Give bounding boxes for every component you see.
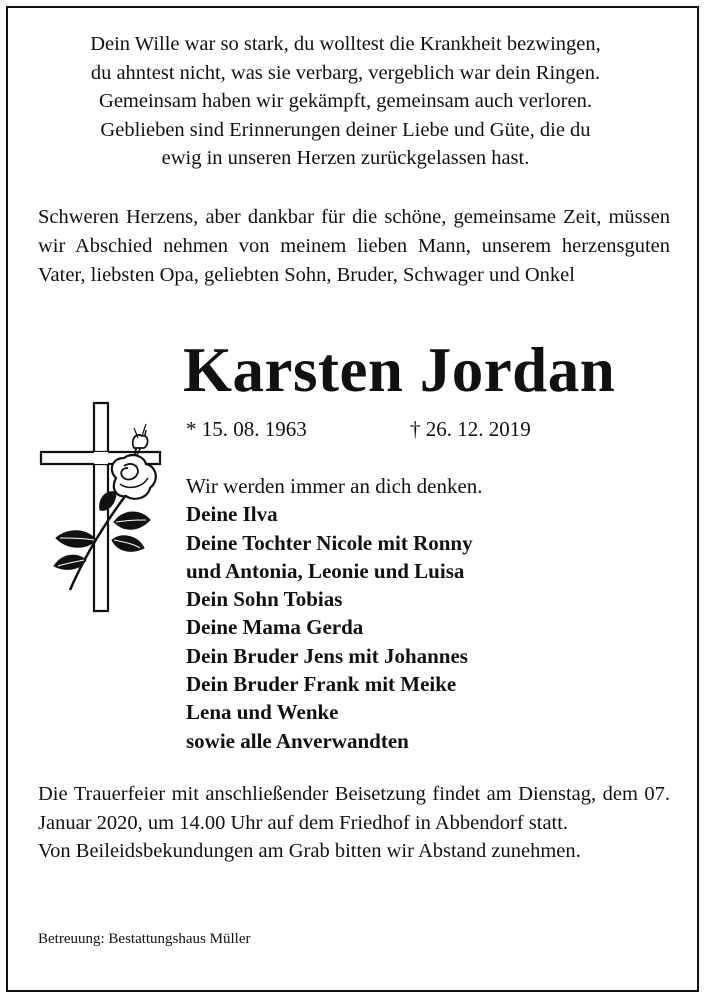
intro-text: Schweren Herzens, aber dankbar für die schöne, gemeinsame Zeit, müssen wir Abschied nehmen von meinem lieben Mann, unserem herzensguten Vater, liebsten Opa, geliebten Sohn, Bruder, Schwager und Onkel <box>38 206 670 286</box>
condolence-note: Von Beileidsbekundungen am Grab bitten wir Abstand zunehmen. <box>38 840 581 862</box>
funeral-service-text: Die Trauerfeier mit anschließender Beisetzung findet am Dienstag, dem 07. Januar 2020, um 14.00 Uhr auf dem Friedhof in Abbendorf statt. <box>38 783 670 834</box>
mourner-entry: Dein Bruder Jens mit Johannes <box>186 643 468 668</box>
poem-line: ewig in unseren Herzen zurückgelassen hast. <box>161 147 530 169</box>
family-list <box>186 472 666 755</box>
mourner-entry: und Antonia, Leonie und Luisa <box>186 558 465 583</box>
poem-line: Gemeinsam haben wir gekämpft, gemeinsam auch verloren. <box>99 90 592 112</box>
poem <box>30 30 661 173</box>
mourner-entry: Lena und Wenke <box>186 700 339 725</box>
poem-line: du ahntest nicht, was sie verbarg, vergeblich war dein Ringen. <box>90 61 601 84</box>
mourner-entry: Dein Sohn Tobias <box>186 587 343 612</box>
family-tagline: Wir werden immer an dich denken. <box>186 474 483 498</box>
mourner-entry: Dein Bruder Frank mit Meike <box>186 672 457 697</box>
death-date: † 26. 12. 2019 <box>410 417 531 441</box>
birth-date: * 15. 08. 1963 <box>186 417 307 441</box>
poem-line: Geblieben sind Erinnerungen deiner Liebe und Güte, die du <box>100 118 591 141</box>
undertaker-credit: Betreuung: Bestattungshaus Müller <box>38 931 251 947</box>
mourner-entry: Deine Tochter Nicole mit Ronny <box>186 530 473 555</box>
mourner-entry: sowie alle Anverwandten <box>186 728 409 753</box>
deceased-name: Karsten Jordan <box>183 335 616 405</box>
mourner-entry: Deine Mama Gerda <box>186 615 364 640</box>
mourner-entry: Deine Ilva <box>186 502 278 527</box>
poem-line: Dein Wille war so stark, du wolltest die Krankheit bezwingen, <box>90 33 601 55</box>
cross-with-rose-icon <box>38 400 168 615</box>
funeral-info <box>38 780 670 866</box>
